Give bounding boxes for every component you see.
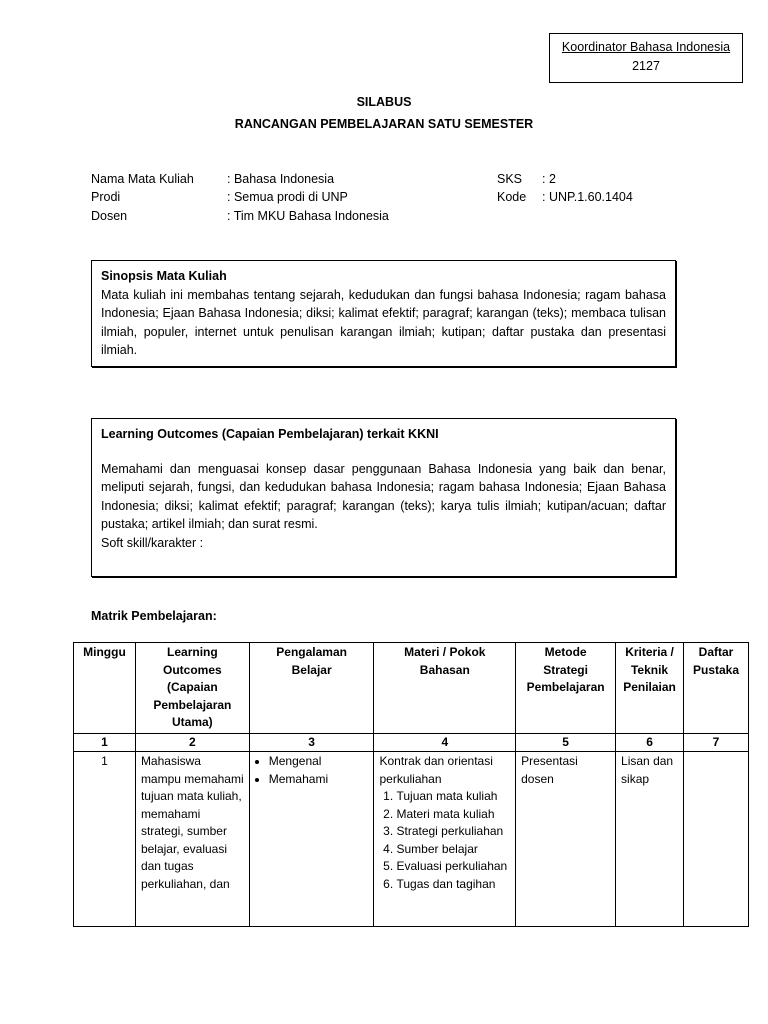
col-number: 6 <box>616 733 684 752</box>
nama-mk-label: Nama Mata Kuliah <box>91 172 194 186</box>
materi-item: 6. Tugas dan tagihan <box>396 876 510 894</box>
dosen-label: Dosen <box>91 209 128 223</box>
kode-label: Kode <box>497 190 527 204</box>
sinopsis-box <box>91 260 676 367</box>
col-number: 3 <box>249 733 374 752</box>
cell-materi <box>374 752 516 927</box>
learning-matrix-table <box>73 642 749 927</box>
learning-outcomes-text: Memahami dan menguasai konsep dasar penggunaan Bahasa Indonesia yang baik dan benar, meliputi sejarah, fungsi, dan kedudukan bahasa Indonesia; ragam bahasa Indonesia; Ejaan Bahasa Indonesia; diksi; kalimat efektif; paragraf; karangan (teks); karya tulis ilmiah; kutipan/acuan; daftar pustaka; artikel ilmiah; dan surat resmi. <box>101 461 666 531</box>
col-number: 7 <box>684 733 749 752</box>
header-kriteria: Kriteria / Teknik Penilaian <box>616 643 684 734</box>
materi-item: 4. Sumber belajar <box>396 841 510 859</box>
header-pengalaman: Pengalaman Belajar <box>249 643 374 734</box>
soft-skill-label: Soft skill/karakter : <box>101 535 204 550</box>
table-number-row <box>74 733 749 752</box>
sks-value: : 2 <box>542 172 556 186</box>
kode-value: : UNP.1.60.1404 <box>542 190 633 204</box>
header-pustaka: Daftar Pustaka <box>684 643 749 734</box>
materi-intro: Kontrak dan orientasi perkuliahan <box>379 754 493 786</box>
materi-item: 3. Strategi perkuliahan <box>396 823 510 841</box>
col-number: 4 <box>374 733 516 752</box>
cell-outcome: Mahasiswa mampu memahami tujuan mata kuliah, memahami strategi, sumber belajar, evaluasi dan tugas perkuliahan, dan <box>135 752 249 927</box>
document-title: SILABUS <box>356 95 412 109</box>
header-metode: Metode Strategi Pembelajaran <box>516 643 616 734</box>
nama-mk-value: : Bahasa Indonesia <box>227 172 335 186</box>
document-subtitle: RANCANGAN PEMBELAJARAN SATU SEMESTER <box>234 117 534 131</box>
header-learning-outcomes: Learning Outcomes (Capaian Pembelajaran Utama) <box>135 643 249 734</box>
col-number: 5 <box>516 733 616 752</box>
sinopsis-text: Mata kuliah ini membahas tentang sejarah, kedudukan dan fungsi bahasa Indonesia; ragam bahasa Indonesia; Ejaan Bahasa Indonesia; diksi; kalimat efektif; paragraf; karangan (teks); membaca tulisan ilmiah, populer, internet untuk penulisan karangan ilmiah; kutipan; daftar pustaka dan presentasi ilmiah. <box>101 287 666 357</box>
sks-label: SKS <box>497 172 523 186</box>
cell-pustaka <box>684 752 749 927</box>
pengalaman-item: • Mengenal <box>269 753 369 771</box>
header-materi: Materi / Pokok Bahasan <box>374 643 516 734</box>
table-header-row <box>74 643 749 734</box>
cell-kriteria: Lisan dan sikap <box>616 752 684 927</box>
materi-item: 1. Tujuan mata kuliah <box>396 788 510 806</box>
learning-outcomes-box <box>91 418 676 577</box>
coordinator-box <box>549 33 743 83</box>
table-row <box>74 752 749 927</box>
col-number: 1 <box>74 733 136 752</box>
materi-item: 5. Evaluasi perkuliahan <box>396 858 510 876</box>
dosen-value: : Tim MKU Bahasa Indonesia <box>227 209 389 223</box>
coordinator-code: 2127 <box>632 59 660 73</box>
coordinator-title: Koordinator Bahasa Indonesia <box>561 40 731 54</box>
header-minggu: Minggu <box>74 643 136 734</box>
matrix-heading: Matrik Pembelajaran: <box>91 609 217 623</box>
cell-minggu: 1 <box>74 752 136 927</box>
col-number: 2 <box>135 733 249 752</box>
prodi-value: : Semua prodi di UNP <box>227 190 348 204</box>
sinopsis-heading: Sinopsis Mata Kuliah <box>101 269 227 283</box>
prodi-label: Prodi <box>91 190 121 204</box>
cell-metode: Presentasi dosen <box>516 752 616 927</box>
materi-item: 2. Materi mata kuliah <box>396 806 510 824</box>
pengalaman-item: • Memahami <box>269 771 369 789</box>
learning-outcomes-heading: Learning Outcomes (Capaian Pembelajaran) terkait KKNI <box>101 427 439 441</box>
cell-pengalaman <box>249 752 374 927</box>
